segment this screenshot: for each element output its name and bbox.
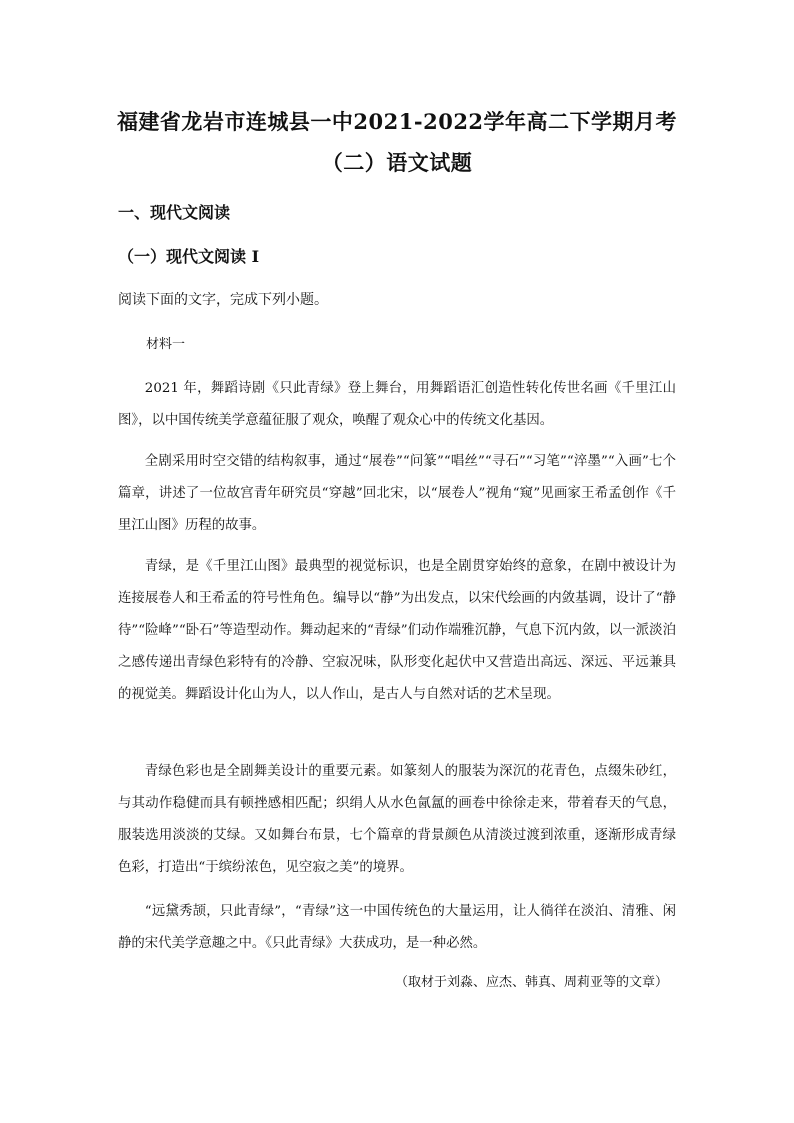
paragraph-5: “远黛秀颉，只此青绿”，“青绿”这一中国传统色的大量运用，让人徜徉在淡泊、清雅、闲静的宋代美学意趣之中。《只此青绿》大获成功，是一种必然。: [118, 904, 676, 951]
material-label: 材料一: [146, 337, 186, 352]
reading-instruction: 阅读下面的文字，完成下列小题。: [118, 292, 328, 308]
paragraph-4: 青绿色彩也是全剧舞美设计的重要元素。如篆刻人的服装为深沉的花青色，点缀朱砂红，与其动作稳健而具有顿挫感相匹配；织绢人从水色氤氲的画卷中徐徐走来，带着春天的气息，服装选用淡淡的艾绿。又如舞台布景，七个篇章的背景颜色从清淡过渡到浓重，逐渐形成青绿色彩，打造出“于缤纷浓色，见空寂之美”的境界。: [118, 764, 676, 875]
source-note: （取材于刘淼、应杰、韩真、周莉亚等的文章）: [394, 975, 668, 990]
exam-title: 福建省龙岩市连城县一中2021-2022学年高二下学期月考: [116, 109, 678, 134]
paragraph-3: 青绿，是《千里江山图》最典型的视觉标识，也是全剧贯穿始终的意象，在剧中被设计为连接展卷人和王希孟的符号性角色。编导以“静”为出发点，以宋代绘画的内敛基调，设计了“静待”“险峰”“卧石”等造型动作。舞动起来的“青绿”们动作端雅沉静，气息下沉内敛，以一派淡泊之感传递出青绿色彩特有的冷静、空寂况味，队形变化起伏中又营造出高远、深远、平远兼具的视觉美。舞蹈设计化山为人，以人作山，是古人与自然对话的艺术呈现。: [118, 559, 676, 702]
exam-title-subline: （二）语文试题: [321, 150, 473, 175]
subsection-heading: （一）现代文阅读 I: [118, 247, 260, 266]
paragraph-2: 全剧采用时空交错的结构叙事，通过“展卷”“问篆”“唱丝”“寻石”“习笔”“淬墨”“入画”七个篇章，讲述了一位故宫青年研究员“穿越”回北宋，以“展卷人”视角“窥”见画家王希孟创作《千里江山图》历程的故事。: [118, 454, 676, 533]
section-heading: 一、现代文阅读: [118, 203, 231, 222]
paragraph-1: 2021 年，舞蹈诗剧《只此青绿》登上舞台，用舞蹈语汇创造性转化传世名画《千里江山图》，以中国传统美学意蕴征服了观众，唤醒了观众心中的传统文化基因。: [118, 381, 676, 428]
